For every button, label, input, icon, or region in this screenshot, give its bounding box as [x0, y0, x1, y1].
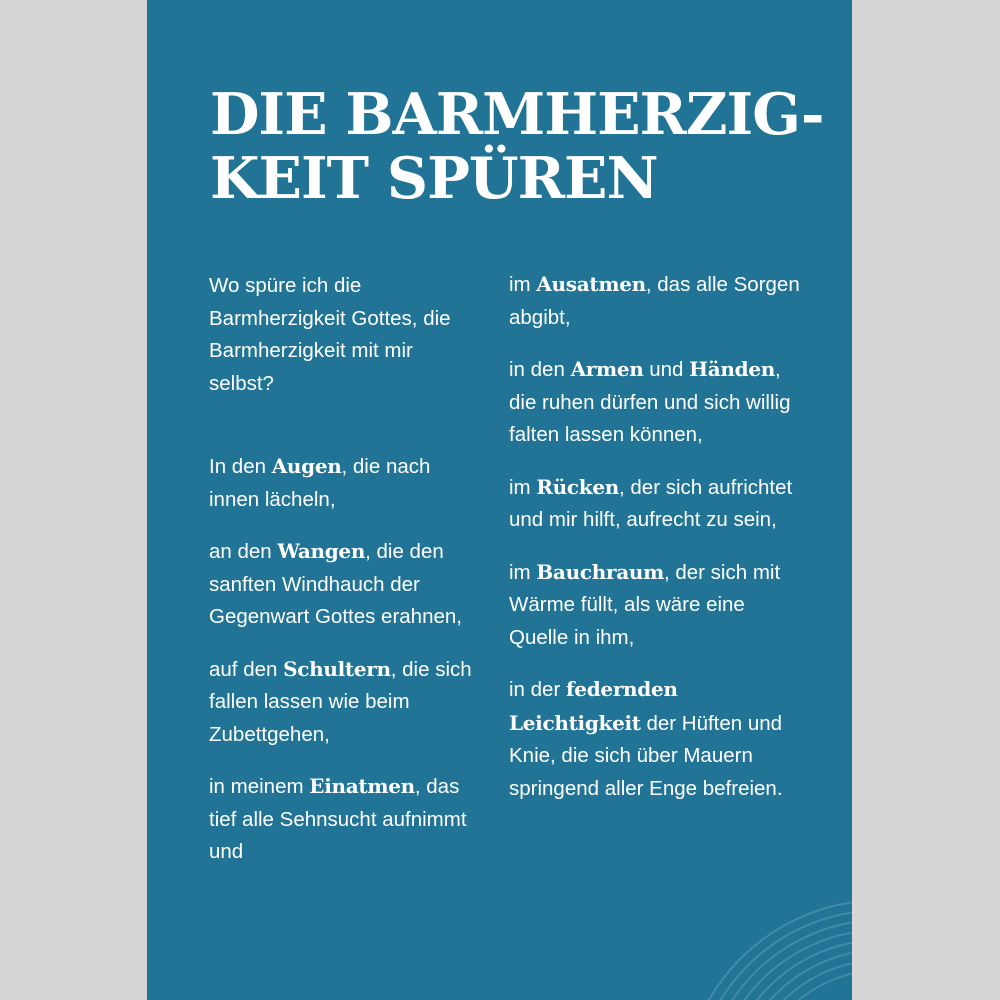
stanza-text: , der sich mit Wärme füllt, als wäre eine Quelle in ihm,	[509, 560, 781, 649]
stanza-text: auf den	[209, 657, 284, 681]
arc-ring	[742, 960, 852, 1000]
stanza-ausatmen	[509, 268, 809, 334]
stanza-text: im	[509, 560, 537, 584]
stanza-schultern	[209, 653, 481, 752]
stanza-text: , die den sanften Windhauch der Gegenwart Gottes erahnen,	[209, 540, 462, 628]
intro-question: Wo spüre ich die Barmherzigkeit Gottes, die Barmherzigkeit mit mir selbst?	[209, 274, 451, 395]
keyword: Wangen	[277, 539, 366, 563]
stanza-ruecken	[509, 471, 809, 537]
arc-ring	[692, 910, 852, 1000]
right-column	[509, 268, 809, 824]
stanza-einatmen	[209, 770, 481, 869]
keyword: Händen	[689, 357, 776, 381]
stanza-text: in den	[509, 358, 571, 381]
text-card	[147, 0, 852, 1000]
stanza-text: an den	[209, 540, 278, 563]
title-line-2: KEIT SPÜREN	[210, 145, 658, 212]
stanza-text: im	[509, 475, 537, 499]
stanza-text: , das tief alle Sehnsucht aufnimmt und	[209, 775, 467, 863]
stanza-text: der Hüften und Knie, die sich über Mauern springend aller Enge befreien.	[509, 711, 783, 800]
keyword: Ausatmen	[536, 272, 646, 296]
keyword: Bauchraum	[536, 559, 664, 584]
keyword: Augen	[271, 454, 342, 478]
stanza-wangen	[209, 535, 481, 634]
stanza-text: in der	[509, 678, 566, 701]
stanza-text: , die ruhen dürfen und sich willig falten lassen können,	[509, 358, 791, 446]
stanza-armen-haenden	[509, 353, 809, 452]
keyword: Einatmen	[309, 774, 415, 798]
left-column	[209, 270, 481, 888]
stanza-text: und	[643, 358, 690, 381]
keyword: Schultern	[283, 656, 391, 681]
stanza-text: im	[509, 273, 537, 296]
stanza-text: , die nach innen lächeln,	[209, 455, 431, 511]
stanza-augen	[209, 450, 481, 516]
stanza-text: In den	[209, 455, 272, 478]
keyword: Armen	[570, 357, 644, 381]
decorative-arcs	[672, 860, 852, 1000]
stanza-text: , der sich aufrichtet und mir hilft, aufrecht zu sein,	[509, 475, 793, 531]
stanza-text: , das alle Sorgen abgibt,	[509, 273, 800, 329]
stanza-text: , die sich fallen lassen wie beim Zubettgehen,	[209, 657, 472, 746]
keyword: Rücken	[536, 474, 619, 499]
stanza-text: in meinem	[209, 775, 310, 798]
stanza-leichtigkeit	[509, 673, 809, 805]
stanza-bauchraum	[509, 556, 809, 655]
page-title	[210, 83, 824, 211]
keyword: federnden Leichtigkeit	[509, 677, 678, 735]
title-line-1: DIE BARMHERZIG-	[210, 81, 824, 148]
